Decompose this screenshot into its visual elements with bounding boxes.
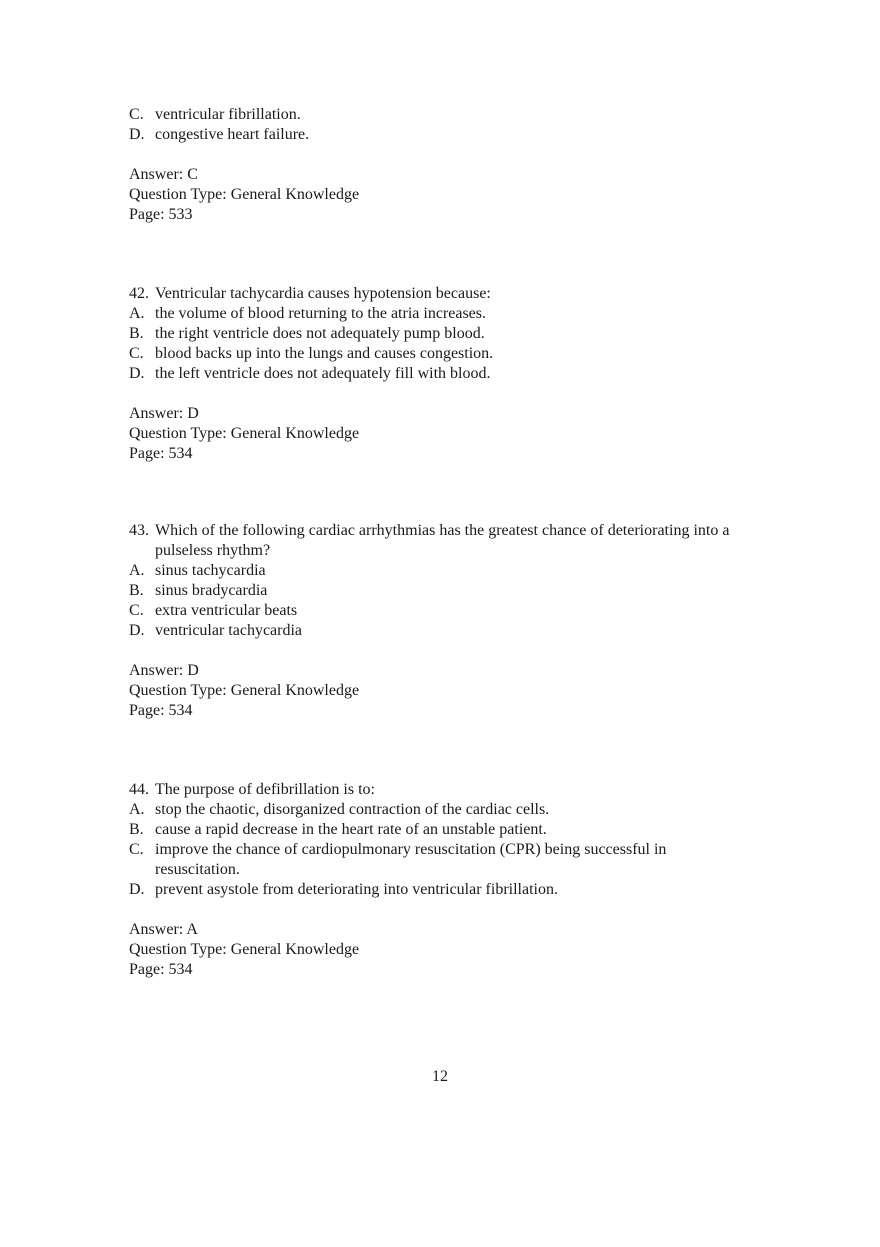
question-42 <box>129 284 769 464</box>
option-text: congestive heart failure. <box>155 126 310 143</box>
option-text: improve the chance of cardiopulmonary resuscitation (CPR) being successful in resuscitation. <box>155 841 667 878</box>
question-43 <box>129 521 769 721</box>
option-letter: D. <box>129 622 145 639</box>
question-stem <box>129 284 769 304</box>
question-text: Which of the following cardiac arrhythmias has the greatest chance of deteriorating into a pulseless rhythm? <box>155 522 730 559</box>
question-type-line: Question Type: General Knowledge <box>129 682 360 699</box>
option-b <box>129 820 769 840</box>
page-ref-line: Page: 533 <box>129 206 193 223</box>
option-d <box>129 880 769 900</box>
page-number: 12 <box>432 1068 448 1085</box>
option-text: the left ventricle does not adequately fill with blood. <box>155 365 491 382</box>
option-text: stop the chaotic, disorganized contraction of the cardiac cells. <box>155 801 550 818</box>
option-text: the volume of blood returning to the atria increases. <box>155 305 487 322</box>
option-letter: C. <box>129 345 144 362</box>
question-number: 44. <box>129 781 149 798</box>
option-c <box>129 601 769 621</box>
page-ref-line: Page: 534 <box>129 445 193 462</box>
option-d <box>129 364 769 384</box>
option-c <box>129 105 769 125</box>
question-stem <box>129 780 769 800</box>
question-text: The purpose of defibrillation is to: <box>155 781 375 798</box>
option-text: sinus tachycardia <box>155 562 266 579</box>
option-letter: A. <box>129 801 145 818</box>
option-text: sinus bradycardia <box>155 582 268 599</box>
option-text: prevent asystole from deteriorating into ventricular fibrillation. <box>155 881 558 898</box>
option-letter: C. <box>129 602 144 619</box>
question-44 <box>129 780 769 980</box>
question-type-line: Question Type: General Knowledge <box>129 941 360 958</box>
option-b <box>129 324 769 344</box>
answer-line: Answer: A <box>129 921 198 938</box>
answer-line: Answer: D <box>129 662 199 679</box>
question-type-line: Question Type: General Knowledge <box>129 425 360 442</box>
option-a <box>129 561 769 581</box>
option-b <box>129 581 769 601</box>
page-ref-line: Page: 534 <box>129 961 193 978</box>
page-ref-line: Page: 534 <box>129 702 193 719</box>
option-a <box>129 304 769 324</box>
option-d <box>129 621 769 641</box>
option-text: the right ventricle does not adequately pump blood. <box>155 325 485 342</box>
option-letter: C. <box>129 106 144 123</box>
option-c <box>129 344 769 364</box>
answer-line: Answer: C <box>129 166 198 183</box>
question-number: 42. <box>129 285 149 302</box>
option-a <box>129 800 769 820</box>
option-text: blood backs up into the lungs and causes congestion. <box>155 345 494 362</box>
option-letter: A. <box>129 305 145 322</box>
option-letter: B. <box>129 582 144 599</box>
option-text: ventricular tachycardia <box>155 622 303 639</box>
option-letter: A. <box>129 562 145 579</box>
option-letter: C. <box>129 841 144 858</box>
question-41-continuation <box>129 105 769 225</box>
answer-line: Answer: D <box>129 405 199 422</box>
option-letter: B. <box>129 325 144 342</box>
question-type-line: Question Type: General Knowledge <box>129 186 360 203</box>
option-letter: D. <box>129 881 145 898</box>
option-text: ventricular fibrillation. <box>155 106 301 123</box>
option-d <box>129 125 769 145</box>
question-number: 43. <box>129 522 149 539</box>
option-letter: B. <box>129 821 144 838</box>
option-letter: D. <box>129 365 145 382</box>
question-stem <box>129 521 765 561</box>
option-text: extra ventricular beats <box>155 602 298 619</box>
option-c <box>129 840 715 880</box>
option-letter: D. <box>129 126 145 143</box>
question-text: Ventricular tachycardia causes hypotension because: <box>155 285 491 302</box>
option-text: cause a rapid decrease in the heart rate of an unstable patient. <box>155 821 547 838</box>
